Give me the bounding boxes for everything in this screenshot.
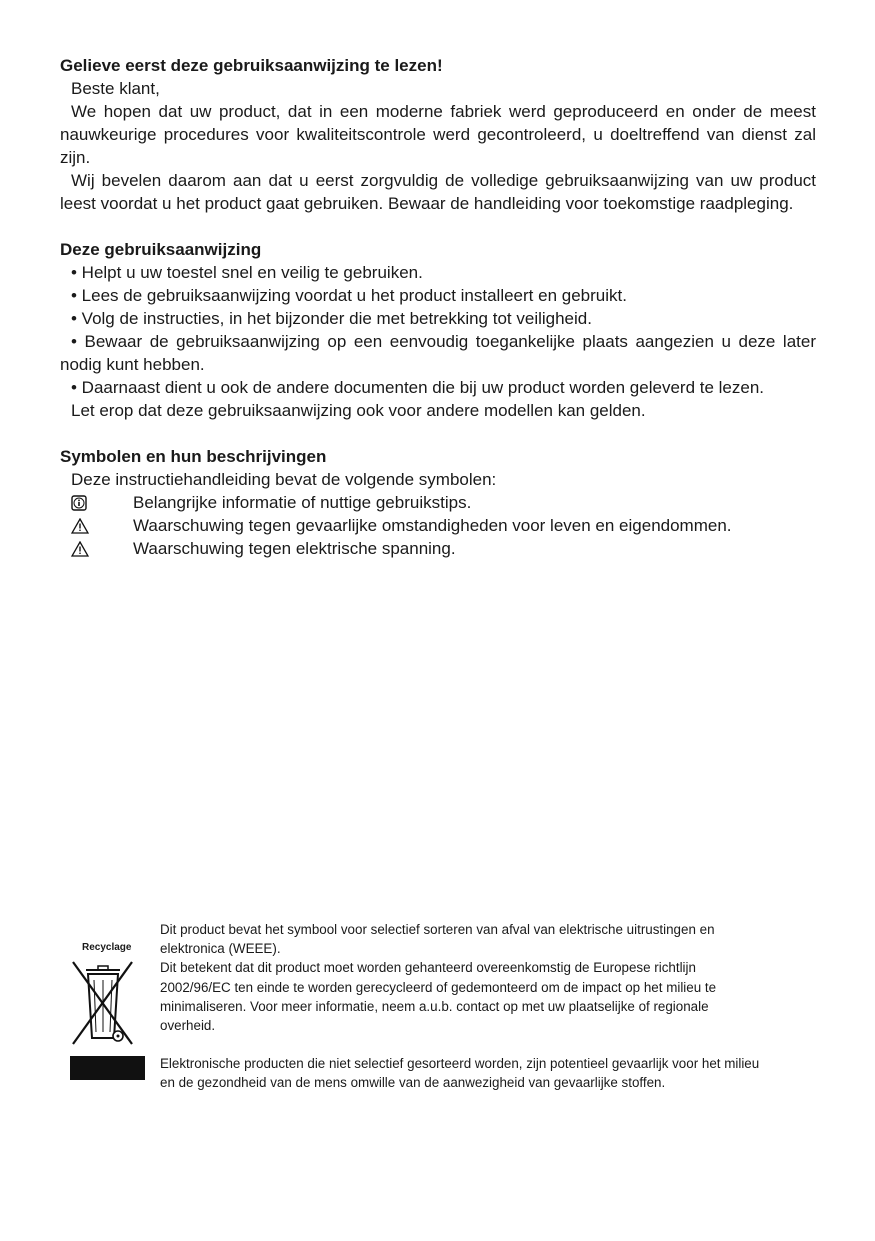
greeting: Beste klant,: [71, 79, 160, 98]
intro-paragraph-2: Wij bevelen daarom aan dat u eerst zorgvuldig de volledige gebruiksaanwijzing van uw product leest voordat u het product gaat gebruiken. Bewaar de handleiding voor toekomstige raadpleging.: [60, 171, 816, 213]
manual-bullet: • Helpt u uw toestel snel en veilig te gebruiken.: [71, 263, 423, 282]
manual-note: Let erop dat deze gebruiksaanwijzing ook voor andere modellen kan gelden.: [71, 401, 646, 420]
manual-heading: Deze gebruiksaanwijzing: [60, 240, 262, 259]
manual-bullet: • Lees de gebruiksaanwijzing voordat u het product installeert en gebruikt.: [71, 286, 627, 305]
intro-paragraph-1: We hopen dat uw product, dat in een moderne fabriek werd geproduceerd en onder de meest nauwkeurige procedures voor kwaliteitscontrole werd gecontroleerd, u doeltreffend van dienst zal zijn.: [60, 102, 816, 167]
page-content: [60, 54, 816, 560]
intro-heading: Gelieve eerst deze gebruiksaanwijzing te lezen!: [60, 56, 443, 75]
symbol-text: Waarschuwing tegen elektrische spanning.: [133, 539, 456, 558]
symbols-intro: Deze instructiehandleiding bevat de volgende symbolen:: [71, 470, 497, 489]
crossed-bin-icon: [70, 956, 136, 1057]
weee-text: [160, 920, 760, 1093]
warning-icon: [60, 541, 133, 557]
symbols-heading: Symbolen en hun beschrijvingen: [60, 447, 327, 466]
manual-bullet: • Volg de instructies, in het bijzonder die met betrekking tot veiligheid.: [71, 309, 592, 328]
weee-black-bar: [70, 1056, 145, 1080]
warning-icon: [60, 518, 133, 534]
weee-paragraph-2: Dit betekent dat dit product moet worden gehanteerd overeenkomstig de Europese richtlijn 2002/96/EC ten einde te worden gerecycleerd of gedemonteerd om de impact op het milieu te minimaliseren. Voor meer informatie, neem a.u.b. contact op met uw plaatselijke of regionale overheid.: [160, 960, 717, 1034]
symbol-row: [60, 537, 816, 560]
manual-bullet: • Bewaar de gebruiksaanwijzing op een eenvoudig toegankelijke plaats aangezien u deze later nodig kunt hebben.: [60, 332, 816, 374]
symbol-row: [60, 514, 816, 537]
symbol-text: Belangrijke informatie of nuttige gebruikstips.: [133, 493, 472, 512]
info-icon: [60, 495, 133, 511]
recyclage-label: Recyclage: [82, 942, 132, 953]
symbol-row: [60, 491, 816, 514]
weee-paragraph-1: Dit product bevat het symbool voor selectief sorteren van afval van elektrische uitrustingen en elektronica (WEEE).: [160, 922, 715, 957]
manual-bullet: • Daarnaast dient u ook de andere documenten die bij uw product worden geleverd te lezen.: [71, 378, 765, 397]
symbol-text: Waarschuwing tegen gevaarlijke omstandigheden voor leven en eigendommen.: [133, 516, 732, 535]
weee-paragraph-3: Elektronische producten die niet selectief gesorteerd worden, zijn potentieel gevaarlijk voor het milieu en de gezondheid van de mens omwille van de aanwezigheid van gevaarlijke stoffen.: [160, 1056, 760, 1091]
